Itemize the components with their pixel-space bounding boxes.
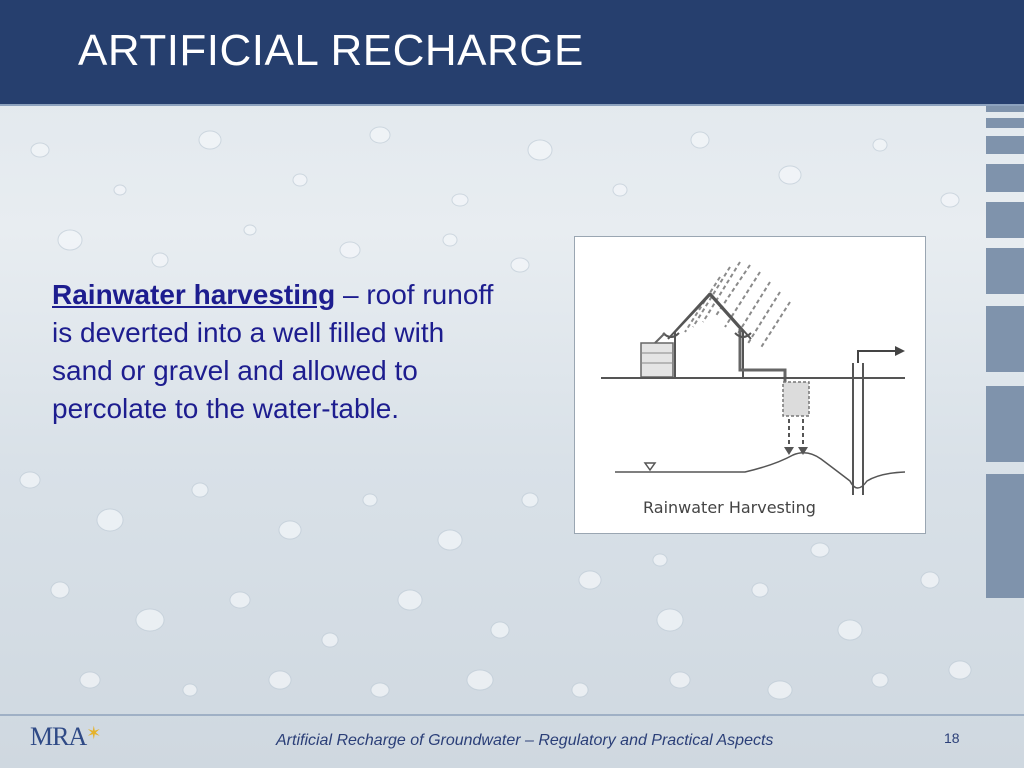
water-tank-icon — [641, 333, 673, 377]
title-bar — [0, 0, 1024, 106]
slide-title: ARTIFICIAL RECHARGE — [78, 26, 584, 75]
footer-divider — [0, 714, 1024, 716]
side-strip — [986, 118, 1024, 128]
side-strip — [986, 386, 1024, 462]
side-strip — [986, 202, 1024, 238]
term-description: – roof runoff is deverted into a well filled with sand or gravel and allowed to percolate to the water-table. — [52, 279, 494, 424]
mra-logo — [30, 722, 100, 752]
recharge-pit — [783, 382, 809, 455]
page-number: 18 — [944, 730, 960, 746]
rainwater-harvesting-diagram — [575, 237, 925, 533]
side-strip — [986, 474, 1024, 598]
rainwater-harvesting-figure — [574, 236, 926, 534]
water-table-marker-icon — [645, 463, 655, 470]
side-decoration — [986, 106, 1024, 598]
logo-text: MRA — [30, 722, 87, 751]
side-strip — [986, 106, 1024, 112]
figure-caption: Rainwater Harvesting — [643, 498, 816, 517]
logo-star-icon: ✶ — [86, 723, 101, 743]
body-text — [52, 276, 512, 428]
side-strip — [986, 306, 1024, 372]
side-strip — [986, 248, 1024, 294]
water-table-line — [615, 453, 905, 488]
term-rainwater-harvesting: Rainwater harvesting — [52, 279, 336, 310]
footer-text: Artificial Recharge of Groundwater – Regulatory and Practical Aspects — [276, 732, 774, 749]
side-strip — [986, 136, 1024, 154]
side-strip — [986, 164, 1024, 192]
